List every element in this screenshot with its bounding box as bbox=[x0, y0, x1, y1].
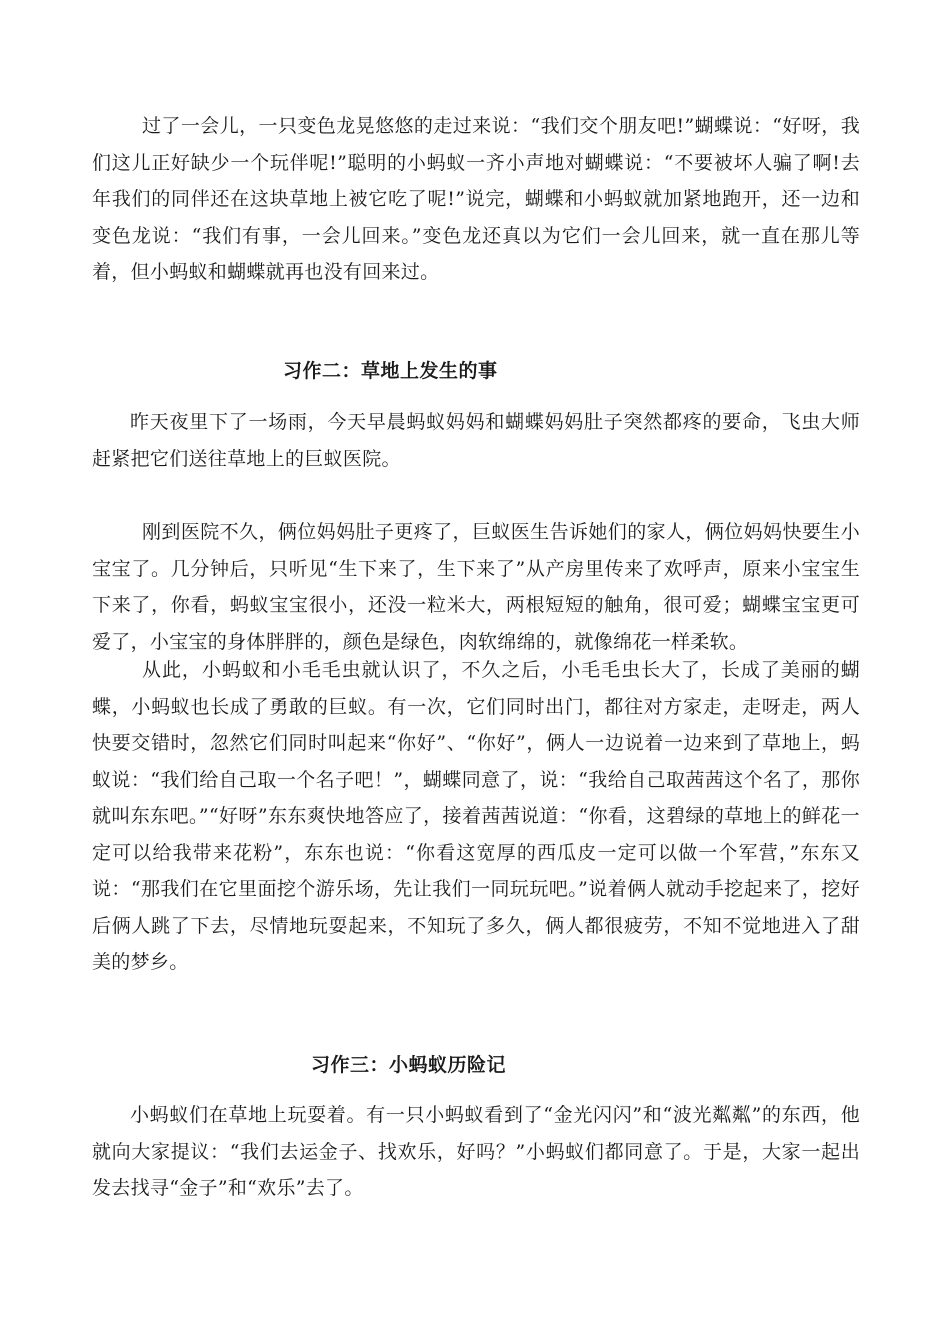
essay-3-title: 习作三：小蚂蚁历险记 bbox=[311, 1054, 507, 1076]
essay-2-paragraph-3: 从此，小蚂蚁和小毛毛虫就认识了，不久之后，小毛毛虫长大了，长成了美丽的蝴蝶，小蚂蚁也长成了勇敢的巨蚁。有一次，它们同时出门，都往对方家走，走呀走，两人快要交错时，忽然它们同时叫起来“你好”、“你好”，俩人一边说着一边来到了草地上，蚂蚁说：“我们给自己取一个名子吧！”，蝴蝶同意了，说：“我给自己取茜茜这个名了，那你就叫东东吧。”“好呀”东东爽快地答应了，接着茜茜说道：“你看，这碧绿的草地上的鲜花一定可以给我带来花粉”，东东也说：“你看这宽厚的西瓜皮一定可以做一个军营，”东东又说：“那我们在它里面挖个游乐场，先让我们一同玩玩吧。”说着俩人就动手挖起来了，挖好后俩人跳了下去，尽情地玩耍起来，不知玩了多久，俩人都很疲劳，不知不觉地进入了甜美的梦乡。 bbox=[92, 659, 860, 973]
essay-2-paragraph-2: 刚到医院不久，俩位妈妈肚子更疼了，巨蚁医生告诉她们的家人，俩位妈妈快要生小宝宝了。几分钟后，只听见“生下来了，生下来了”从产房里传来了欢呼声，原来小宝宝生下来了，你看，蚂蚁宝宝很小，还没一粒米大，两根短短的触角，很可爱；蝴蝶宝宝更可爱了，小宝宝的身体胖胖的，颜色是绿色，肉软绵绵的，就像绵花一样柔软。 bbox=[92, 521, 860, 653]
paragraph-chameleon: 过了一会儿，一只变色龙晃悠悠的走过来说：“我们交个朋友吧!”蝴蝶说：“好呀，我们这儿正好缺少一个玩伴呢!”聪明的小蚂蚁一齐小声地对蝴蝶说：“不要被坏人骗了啊!去年我们的同伴还在这块草地上被它吃了呢!”说完，蝴蝶和小蚂蚁就加紧地跑开，还一边和变色龙说：“我们有事，一会儿回来。”变色龙还真以为它们一会儿回来，就一直在那儿等着，但小蚂蚁和蝴蝶就再也没有回来过。 bbox=[92, 115, 860, 283]
essay-3-paragraph-1: 小蚂蚁们在草地上玩耍着。有一只小蚂蚁看到了“金光闪闪”和“波光粼粼”的东西，他就向大家提议：“我们去运金子、找欢乐，好吗？”小蚂蚁们都同意了。于是，大家一起出发去找寻“金子”和“欢乐”去了。 bbox=[92, 1104, 860, 1199]
essay-2-paragraph-1: 昨天夜里下了一场雨，今天早晨蚂蚁妈妈和蝴蝶妈妈肚子突然都疼的要命，飞虫大师赶紧把它们送往草地上的巨蚁医院。 bbox=[92, 411, 860, 470]
essay-2-title: 习作二：草地上发生的事 bbox=[283, 360, 498, 382]
